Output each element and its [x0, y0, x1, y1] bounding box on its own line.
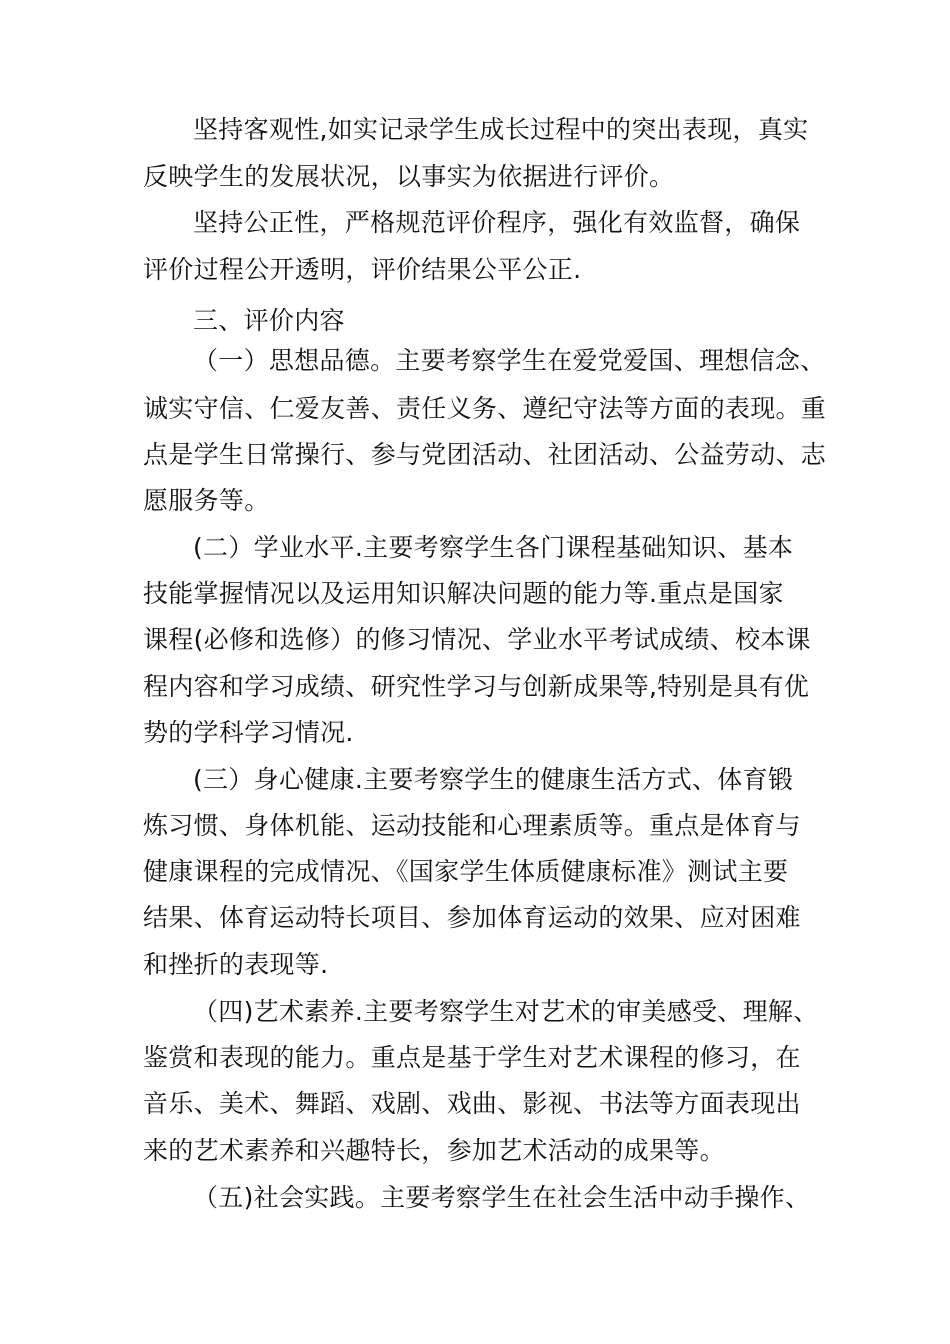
text-line: 势的学科学习情况. — [143, 718, 354, 747]
text-line: 技能掌握情况以及运用知识解决问题的能力等.重点是国家 — [143, 579, 784, 608]
text-line: (三）身心健康.主要考察学生的健康生活方式、体育锻 — [193, 765, 794, 794]
text-line: 评价过程公开透明，评价结果公平公正. — [143, 255, 582, 284]
text-line: （五)社会实践。主要考察学生在社会生活中动手操作、 — [193, 1183, 811, 1212]
text-line: 结果、体育运动特长项目、参加体育运动的效果、应对困难 — [143, 903, 801, 932]
text-line: 坚持公正性，严格规范评价程序，强化有效监督，确保 — [193, 208, 801, 237]
text-line: 课程(必修和选修）的修习情况、学业水平考试成绩、校本课 — [143, 625, 811, 654]
text-line: 鉴赏和表现的能力。重点是基于学生对艺术课程的修习，在 — [143, 1043, 801, 1072]
text-line: 坚持客观性,如实记录学生成长过程中的突出表现，真实 — [193, 115, 809, 144]
section-heading: 三、评价内容 — [193, 306, 345, 335]
text-line: 程内容和学习成绩、研究性学习与创新成果等,特别是具有优 — [143, 672, 810, 701]
text-line: 反映学生的发展状况，以事实为依据进行评价。 — [143, 162, 675, 191]
text-line: （四)艺术素养.主要考察学生对艺术的审美感受、理解、 — [193, 997, 819, 1026]
text-line: （一）思想品德。主要考察学生在爱党爱国、理想信念、 — [193, 346, 826, 375]
text-line: 音乐、美术、舞蹈、戏剧、戏曲、影视、书法等方面表现出 — [143, 1089, 801, 1118]
text-line: (二）学业水平.主要考察学生各门课程基础知识、基本 — [193, 533, 794, 562]
text-line: 诚实守信、仁爱友善、责任义务、遵纪守法等方面的表现。重 — [143, 394, 827, 423]
text-line: 炼习惯、身体机能、运动技能和心理素质等。重点是体育与 — [143, 811, 801, 840]
text-line: 愿服务等。 — [143, 486, 270, 515]
text-line: 点是学生日常操行、参与党团活动、社团活动、公益劳动、志 — [143, 440, 827, 469]
text-line: 和挫折的表现等. — [143, 950, 329, 979]
text-line: 健康课程的完成情况、《国家学生体质健康标准》测试主要 — [143, 857, 789, 886]
text-line: 来的艺术素养和兴趣特长，参加艺术活动的成果等。 — [143, 1136, 725, 1165]
